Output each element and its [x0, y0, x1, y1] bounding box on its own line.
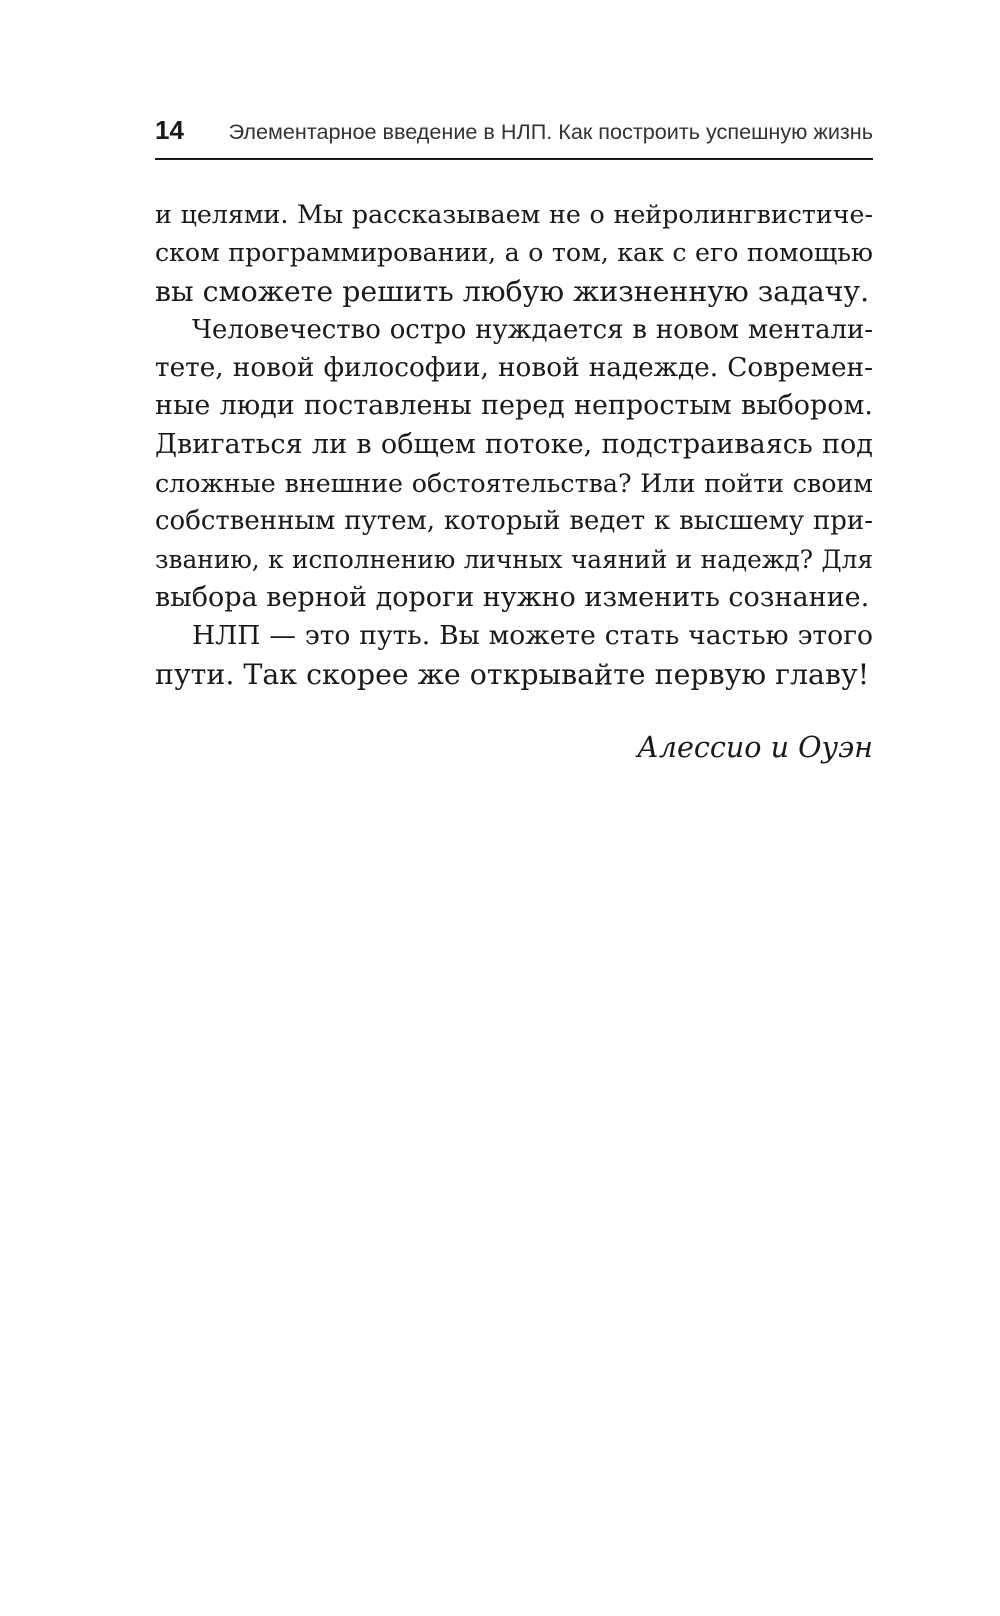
text-line: тете, новой философии, новой надежде. Современ-: [155, 353, 873, 384]
text-line: Человечество остро нуждается в новом ментали-: [192, 314, 873, 345]
text-line: выбора верной дороги нужно изменить сознание.: [155, 581, 870, 613]
text-line: ные люди поставлены перед непростым выбором.: [155, 390, 873, 422]
running-header: [155, 110, 873, 160]
text-line: НЛП — это путь. Вы можете стать частью этого: [192, 620, 873, 652]
book-page: [155, 110, 873, 766]
paragraph-1: [155, 196, 873, 311]
text-line: сложные внешние обстоятельства? Или пойти своим: [155, 468, 873, 499]
paragraph-3: [155, 617, 873, 694]
text-line: вы сможете решить любую жизненную задачу.: [155, 274, 870, 308]
body-text: [155, 196, 873, 694]
book-title: Элементарное введение в НЛП. Как построить успешную жизнь: [228, 119, 873, 144]
paragraph-2: [155, 311, 873, 617]
text-line: собственным путем, который ведет к высшему при-: [155, 506, 873, 537]
text-line: Двигаться ли в общем потоке, подстраиваясь под: [155, 428, 873, 460]
text-line: и целями. Мы рассказываем не о нейролингвистиче-: [155, 200, 873, 229]
author-signature: Алессио и Оуэн: [637, 729, 873, 764]
page-number: 14: [155, 115, 184, 145]
text-line: пути. Так скорее же открывайте первую главу!: [155, 657, 870, 691]
text-line: званию, к исполнению личных чаяний и надежд? Для: [155, 544, 873, 574]
text-line: ском программировании, а о том, как с его помощью: [155, 238, 873, 268]
